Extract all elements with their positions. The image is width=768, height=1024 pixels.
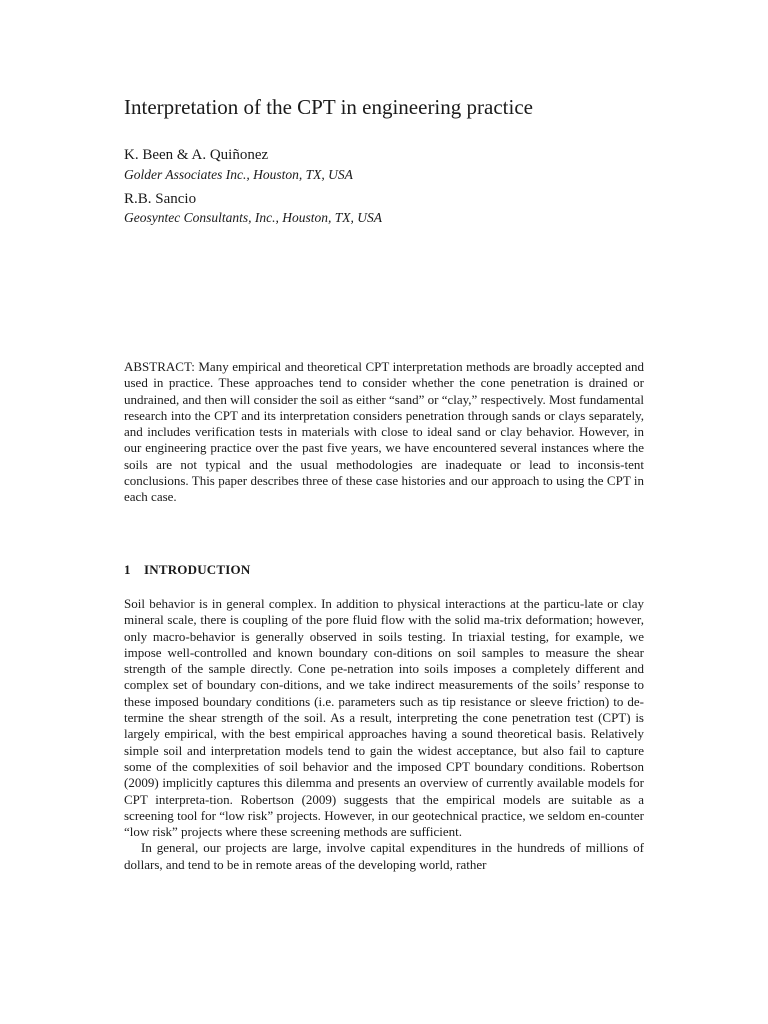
section-body <box>124 596 644 873</box>
section-number: 1 <box>124 562 131 577</box>
author-names-1: K. Been & A. Quiñonez <box>124 147 269 163</box>
author-names-2: R.B. Sancio <box>124 191 197 207</box>
section-heading <box>124 562 250 578</box>
author-affiliation-2: Geosyntec Consultants, Inc., Houston, TX, USA <box>124 210 382 225</box>
paragraph: In general, our projects are large, involve capital expenditures in the hundreds of millions of dollars, and tend to be in remote areas of the developing world, rather <box>124 840 644 872</box>
author-affiliation-1: Golder Associates Inc., Houston, TX, USA <box>124 167 353 182</box>
paper-title: Interpretation of the CPT in engineering practice <box>124 95 533 119</box>
abstract: ABSTRACT: Many empirical and theoretical CPT interpretation methods are broadly accepted and used in practice. These approaches tend to consider whether the cone penetration is drained or undrained, and then will consider the soil as either “sand” or “clay,” respectively. Most fundamental research into the CPT and its interpretation considers penetration through sands or clays separately, and includes verification tests in materials with close to ideal sand or clay behavior. However, in our engineering practice over the past five years, we have encountered several instances where the soils are not typical and the usual methodologies are inadequate or lead to inconsis-tent conclusions. This paper describes three of these case histories and our approach to using the CPT in each case. <box>124 359 644 505</box>
section-title: INTRODUCTION <box>144 562 251 577</box>
paragraph: Soil behavior is in general complex. In addition to physical interactions at the particu-late or clay mineral scale, there is coupling of the pore fluid flow with the solid ma-trix deformation; however, only macro-behavior is generally observed in soils testing. In triaxial testing, for example, we impose well-controlled and known boundary con-ditions on soil samples to measure the shear strength of the sample directly. Cone pe-netration into soils imposes a completely different and complex set of boundary con-ditions, and we take indirect measurements of the soils’ response to these imposed boundary conditions (i.e. parameters such as tip resistance or sleeve friction) to de-termine the shear strength of the soil. As a result, interpreting the cone penetration test (CPT) is largely empirical, with the best empirical approaches having a sound theoretical basis. Relatively simple soil and interpretation models tend to gain the widest acceptance, but also fail to capture some of the complexities of soil behavior and the imposed CPT boundary conditions. Robertson (2009) implicitly captures this dilemma and presents an overview of currently available models for CPT interpreta-tion. Robertson (2009) suggests that the empirical models are suitable as a screening tool for “low risk” projects. However, in our geotechnical practice, we seldom en-counter “low risk” projects where these screening methods are sufficient. <box>124 596 644 840</box>
